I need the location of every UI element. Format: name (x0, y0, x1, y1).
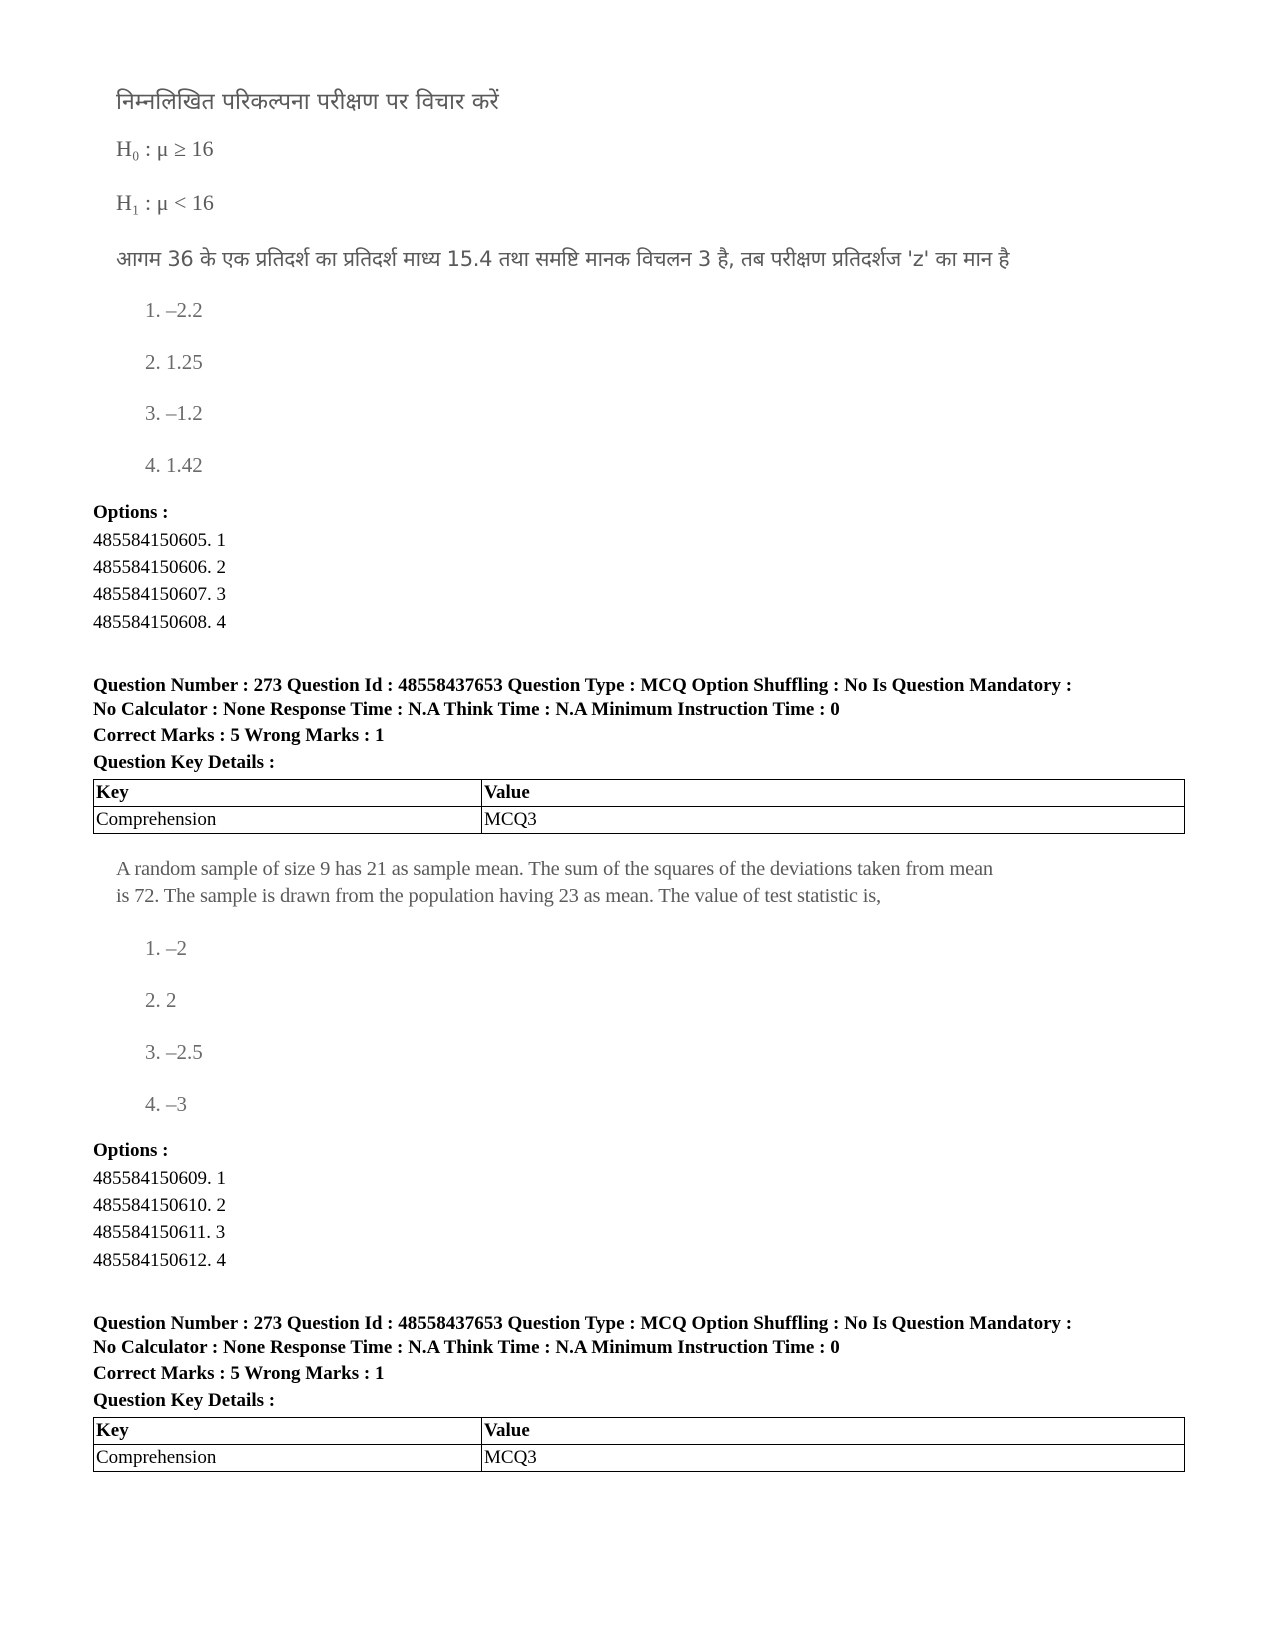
option-id: 485584150606. 2 (93, 557, 226, 578)
option-id: 485584150608. 4 (93, 612, 226, 633)
options-label: Options : (93, 1140, 169, 1161)
question-2-line-1: A random sample of size 9 has 21 as sample mean. The sum of the squares of the deviations taken from mean (116, 858, 993, 880)
option-id: 485584150610. 2 (93, 1195, 226, 1216)
table-cell-value: MCQ3 (482, 1445, 1185, 1472)
question-1-choice-4: 4. 1.42 (145, 453, 203, 477)
marks-line: Correct Marks : 5 Wrong Marks : 1 (93, 725, 385, 746)
question-1-choice-1: 1. –2.2 (145, 298, 203, 322)
option-id: 485584150612. 4 (93, 1250, 226, 1271)
question-1-intro: निम्नलिखित परिकल्पना परीक्षण पर विचार करें (116, 89, 499, 115)
table-header-key: Key (94, 780, 482, 807)
question-2-choice-1: 1. –2 (145, 936, 187, 960)
question-1-choice-3: 3. –1.2 (145, 401, 203, 425)
table-header-value: Value (482, 780, 1185, 807)
question-2-choice-4: 4. –3 (145, 1092, 187, 1116)
question-meta-line-2: No Calculator : None Response Time : N.A Think Time : N.A Minimum Instruction Time : 0 (93, 1337, 840, 1358)
hypothesis-alternative: H₁ : μ < 16 (116, 190, 214, 215)
table-header-row (94, 780, 1185, 807)
options-label: Options : (93, 502, 169, 523)
table-header-row (94, 1418, 1185, 1445)
table-row (94, 1445, 1185, 1472)
question-2-line-2: is 72. The sample is drawn from the population having 23 as mean. The value of test statistic is, (116, 885, 881, 907)
key-details-table (93, 779, 1185, 834)
question-1-choice-2: 2. 1.25 (145, 350, 203, 374)
question-meta-line-1: Question Number : 273 Question Id : 48558437653 Question Type : MCQ Option Shuffling : No Is Question Mandatory : (93, 675, 1073, 696)
question-2-choice-3: 3. –2.5 (145, 1040, 203, 1064)
question-meta-line-2: No Calculator : None Response Time : N.A Think Time : N.A Minimum Instruction Time : 0 (93, 699, 840, 720)
option-id: 485584150609. 1 (93, 1168, 226, 1189)
option-id: 485584150607. 3 (93, 584, 226, 605)
question-meta-line-1: Question Number : 273 Question Id : 48558437653 Question Type : MCQ Option Shuffling : No Is Question Mandatory : (93, 1313, 1073, 1334)
table-row (94, 807, 1185, 834)
table-header-key: Key (94, 1418, 482, 1445)
table-cell-key: Comprehension (94, 1445, 482, 1472)
hypothesis-null: H₀ : μ ≥ 16 (116, 136, 214, 161)
table-cell-value: MCQ3 (482, 807, 1185, 834)
key-details-table (93, 1417, 1185, 1472)
option-id: 485584150611. 3 (93, 1222, 226, 1243)
question-2-choice-2: 2. 2 (145, 988, 177, 1012)
table-cell-key: Comprehension (94, 807, 482, 834)
question-1-statement: आगम 36 के एक प्रतिदर्श का प्रतिदर्श माध्य 15.4 तथा समष्टि मानक विचलन 3 है, तब परीक्षण प्रतिदर्शज 'z' का मान है (116, 247, 1010, 271)
key-details-label: Question Key Details : (93, 752, 276, 773)
key-details-label: Question Key Details : (93, 1390, 276, 1411)
marks-line: Correct Marks : 5 Wrong Marks : 1 (93, 1363, 385, 1384)
table-header-value: Value (482, 1418, 1185, 1445)
option-id: 485584150605. 1 (93, 530, 226, 551)
